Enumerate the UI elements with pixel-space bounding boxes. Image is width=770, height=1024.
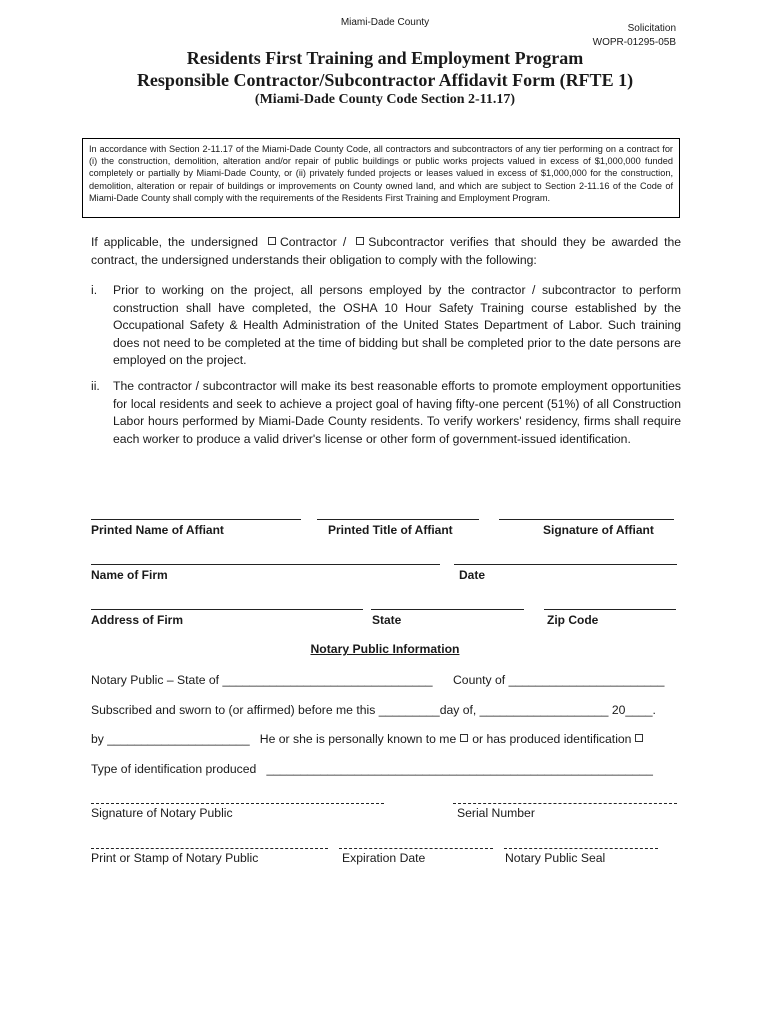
by-row [91, 732, 647, 746]
firm-name-label: Name of Firm [91, 568, 168, 582]
county-header: Miami-Dade County [340, 17, 430, 28]
item-number: i. [91, 283, 98, 297]
intro-paragraph [91, 233, 681, 269]
notary-signature-label: Signature of Notary Public [91, 806, 233, 820]
notary-county-field[interactable]: _______________________ [508, 673, 665, 687]
id-type-field[interactable]: _________________________________________________________ [266, 762, 653, 776]
printed-name-line[interactable] [91, 519, 301, 520]
notice-box: In accordance with Section 2-11.17 of the Miami-Dade County Code, all contractors and subcontractors of any tier performing on a contract for (i) the construction, demolition, alteration and/or repair of public buildings or public works projects valued in excess of $1,000,000 funded completely or partially by Miami-Dade County, or (ii) privately funded projects or leases valued in excess of $1,000,000 for the construction, demolition, alteration or repair of buildings or improvements on County owned land, and which are subject to Section 2-11.16 of the Code of Miami-Dade County shall comply with the requirements of the Residents First Training and Employment Program. [82, 138, 680, 218]
subcontractor-checkbox[interactable] [356, 237, 364, 245]
printed-title-label: Printed Title of Affiant [328, 523, 453, 537]
produced-label: or has produced identification [472, 732, 632, 746]
intro-text: If applicable, the undersigned [91, 235, 258, 249]
expiration-line[interactable] [339, 848, 493, 849]
zip-label: Zip Code [547, 613, 599, 627]
stamp-label: Print or Stamp of Notary Public [91, 851, 259, 865]
requirement-item [91, 378, 681, 448]
firm-name-line[interactable] [91, 564, 440, 565]
notary-state-row [91, 673, 433, 687]
serial-number-line[interactable] [453, 803, 677, 804]
expiration-label: Expiration Date [342, 851, 426, 865]
signature-line[interactable] [499, 519, 674, 520]
date-label: Date [459, 568, 486, 582]
notary-signature-line[interactable] [91, 803, 384, 804]
subcontractor-label: Subcontractor verifies that should they be awarded the contract, the undersigned understands their obligation to comply with the following: [91, 235, 682, 267]
notary-state-label: Notary Public – State of [91, 673, 220, 687]
notary-county-label: County of [453, 673, 506, 687]
requirement-item [91, 282, 681, 370]
by-field[interactable]: _______________ [107, 732, 209, 746]
contractor-checkbox[interactable] [268, 237, 276, 245]
zip-line[interactable] [544, 609, 676, 610]
contractor-label: Contractor / [279, 235, 347, 249]
id-type-row [91, 762, 653, 776]
item-text: The contractor / subcontractor will make its best reasonable efforts to promote employment opportunities for local residents and seek to achieve a project goal of having fifty-one percent (51%) of all Construction Labor hours performed by Miami-Dade County residents. To verify workers' residency, firms shall require each worker to produce a valid driver's license or other form of government-issued identification. [113, 379, 681, 446]
item-number: ii. [91, 379, 100, 393]
form-subtitle: Responsible Contractor/Subcontractor Affidavit Form (RFTE 1) [136, 70, 634, 90]
state-label: State [372, 613, 402, 627]
subscribed-row [91, 703, 656, 717]
printed-title-line[interactable] [317, 519, 479, 520]
by-field-tail[interactable]: ______ [208, 732, 250, 746]
address-line[interactable] [91, 609, 363, 610]
code-section: (Miami-Dade County Code Section 2-11.17) [254, 92, 516, 107]
solicitation-number: WOPR-01295-05B [592, 37, 676, 48]
solicitation-label: Solicitation [627, 23, 676, 34]
item-text: Prior to working on the project, all persons employed by the contractor / subcontractor to perform construction shall have completed, the OSHA 10 Hour Safety Training course established by the Occupational Safety & Health Administration of the United States Department of Labor. Such training does not need to be completed at the time of bidding but shall be completed prior to the date persons are employed on the project. [113, 283, 681, 367]
printed-name-label: Printed Name of Affiant [91, 523, 224, 537]
seal-label: Notary Public Seal [505, 851, 606, 865]
known-checkbox[interactable] [460, 734, 468, 742]
address-label: Address of Firm [91, 613, 184, 627]
notary-heading: Notary Public Information [310, 642, 460, 656]
state-line[interactable] [371, 609, 524, 610]
form-title: Residents First Training and Employment Program [186, 48, 584, 68]
notary-state-field[interactable]: _______________________________ [222, 673, 433, 687]
id-type-label: Type of identification produced [91, 762, 257, 776]
solicitation-block [593, 22, 676, 50]
seal-line[interactable] [504, 848, 658, 849]
stamp-line[interactable] [91, 848, 328, 849]
by-label: by [91, 732, 104, 746]
notary-county-row [453, 673, 664, 687]
signature-label: Signature of Affiant [543, 523, 654, 537]
date-line[interactable] [454, 564, 677, 565]
serial-number-label: Serial Number [457, 806, 535, 820]
produced-checkbox[interactable] [635, 734, 643, 742]
subscribed-text: Subscribed and sworn to (or affirmed) before me this [91, 703, 376, 717]
known-label: He or she is personally known to me [259, 732, 457, 746]
subscribed-date-field[interactable]: _________day of, ___________________ 20____. [378, 703, 656, 717]
